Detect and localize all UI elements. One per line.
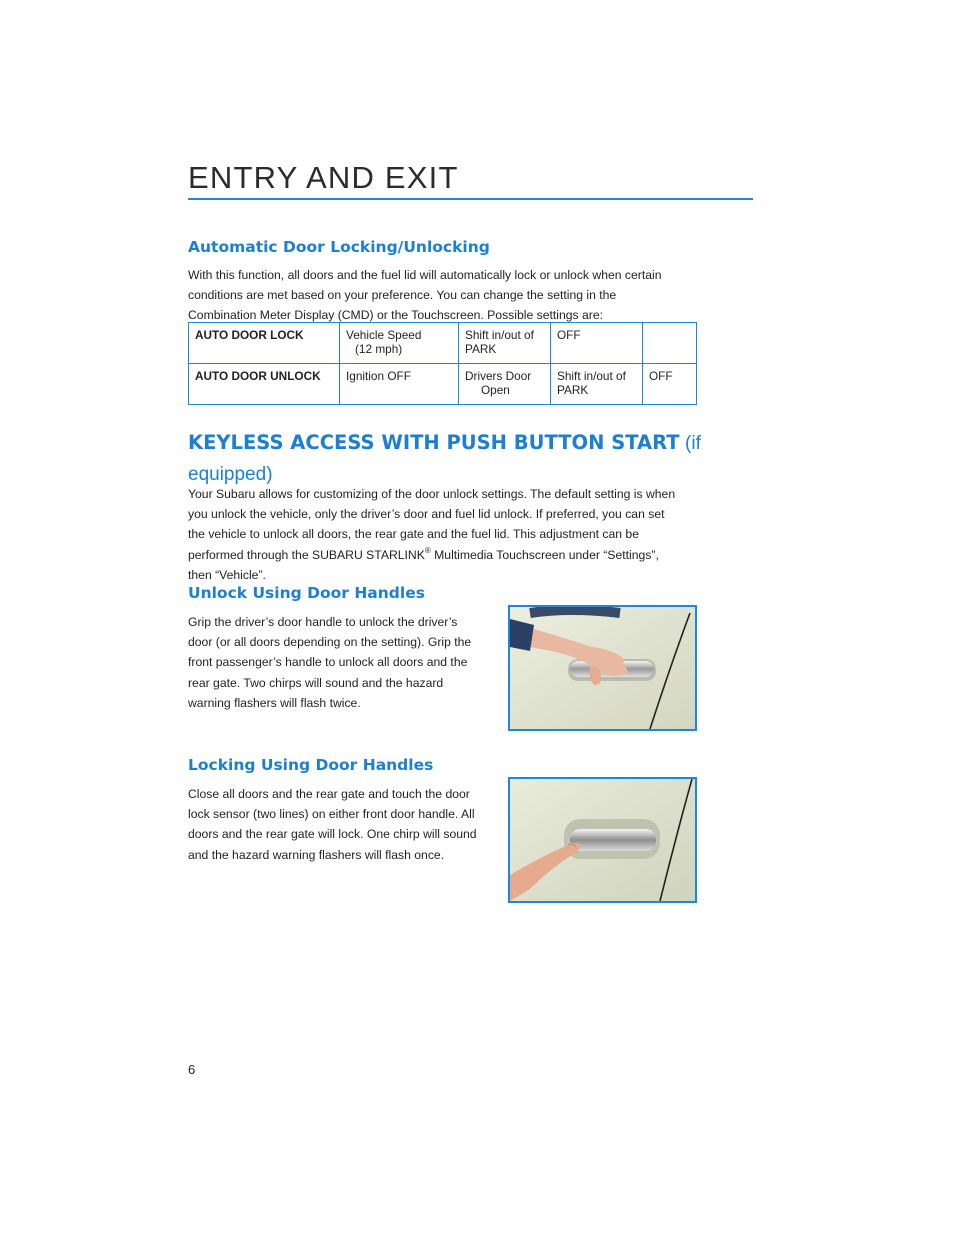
paragraph-line: the vehicle to unlock all doors, the rear gate and the fuel lid. This adjustment can be <box>188 527 639 542</box>
paragraph-line: Combination Meter Display (CMD) or the Touchscreen. Possible settings are: <box>188 308 603 323</box>
table-cell <box>643 364 697 405</box>
cell-line: OFF <box>649 369 673 383</box>
cell-line: (12 mph) <box>355 342 403 356</box>
paragraph-line: front passenger’s handle to unlock all doors and the <box>188 655 468 670</box>
section-heading-unlock-handles: Unlock Using Door Handles <box>188 584 425 602</box>
auto-lock-paragraph <box>188 265 662 326</box>
cell-line: Vehicle Speed <box>346 328 422 342</box>
section-heading-auto-lock: Automatic Door Locking/Unlocking <box>188 238 490 256</box>
cell-line: OFF <box>557 328 581 342</box>
paragraph-line: warning flashers will flash twice. <box>188 695 361 710</box>
cell-line: PARK <box>557 383 589 397</box>
keyless-paragraph <box>188 484 675 585</box>
table-row <box>189 364 697 405</box>
registered-mark: ® <box>424 545 431 555</box>
paragraph-line: door (or all doors depending on the setting). Grip the <box>188 635 472 650</box>
door-handle-touch-illustration <box>510 779 695 901</box>
heading-soft: (if <box>685 433 701 454</box>
row-label: AUTO DOOR LOCK <box>189 323 340 364</box>
row-label: AUTO DOOR UNLOCK <box>189 364 340 405</box>
photo-finger-touching-sensor <box>508 777 697 903</box>
table-cell <box>459 364 551 405</box>
paragraph-line: and the hazard warning flashers will flash once. <box>188 847 445 862</box>
table-cell <box>340 323 459 364</box>
table-cell <box>551 364 643 405</box>
paragraph-line: doors and the rear gate will lock. One chirp will sound <box>188 827 477 842</box>
paragraph-line: rear gate. Two chirps will sound and the hazard <box>188 675 444 690</box>
cell-line: Shift in/out of <box>465 328 534 342</box>
photo-hand-gripping-handle <box>508 605 697 731</box>
paragraph-line: Close all doors and the rear gate and touch the door <box>188 787 470 801</box>
page-title: ENTRY AND EXIT <box>188 160 459 195</box>
section-heading-lock-handles: Locking Using Door Handles <box>188 756 434 774</box>
cell-line: Drivers Door <box>465 369 532 383</box>
heading-strong: KEYLESS ACCESS WITH PUSH BUTTON START <box>188 431 680 454</box>
table-cell <box>551 323 643 364</box>
page-number: 6 <box>188 1062 196 1077</box>
cell-line: PARK <box>465 342 497 356</box>
door-handle-grip-illustration <box>510 607 695 729</box>
auto-door-settings-table <box>188 322 697 405</box>
table-cell <box>459 323 551 364</box>
line-text: Multimedia Touchscreen under “Settings”, <box>430 547 659 562</box>
section-heading-keyless <box>188 428 708 490</box>
paragraph-line <box>188 545 675 565</box>
unlock-paragraph <box>188 612 471 713</box>
paragraph-line: Grip the driver’s door handle to unlock the driver’s <box>188 615 458 629</box>
table-row <box>189 323 697 364</box>
paragraph-line: Your Subaru allows for customizing of the door unlock settings. The default setting is when <box>188 487 676 501</box>
header-rule <box>188 198 753 200</box>
heading-soft: equipped) <box>188 464 273 485</box>
lock-paragraph <box>188 784 477 865</box>
cell-line: Open <box>481 383 510 397</box>
paragraph-line: then “Vehicle”. <box>188 567 266 582</box>
line-text: performed through the SUBARU STARLINK <box>188 547 425 562</box>
paragraph-line: conditions are met based on your preference. You can change the setting in the <box>188 288 617 303</box>
paragraph-line: lock sensor (two lines) on either front door handle. All <box>188 807 475 822</box>
table-cell <box>643 323 697 364</box>
table-cell <box>340 364 459 405</box>
cell-line: Ignition OFF <box>346 369 411 383</box>
paragraph-line: you unlock the vehicle, only the driver’s door and fuel lid unlock. If preferred, you can set <box>188 507 665 522</box>
cell-line: Shift in/out of <box>557 369 626 383</box>
paragraph-line: With this function, all doors and the fuel lid will automatically lock or unlock when certain <box>188 268 662 282</box>
